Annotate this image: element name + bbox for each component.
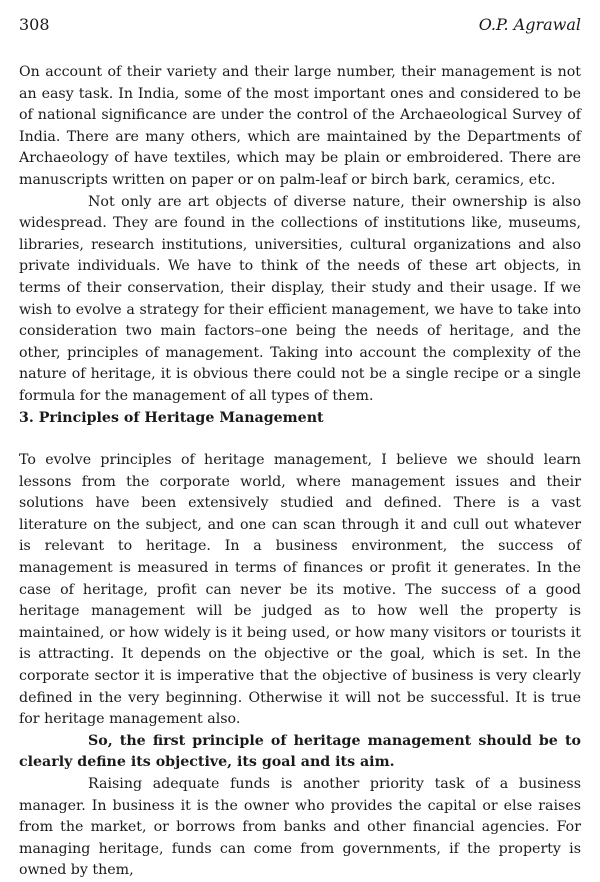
page-header bbox=[19, 14, 581, 36]
spacer bbox=[19, 429, 581, 450]
section-heading: 3. Principles of Heritage Management bbox=[19, 409, 324, 426]
paragraph: On account of their variety and their large number, their management is not an easy task. In India, some of the most important ones and considered to be of national significance are under the control of the Archaeological Survey of India. There are many others, which are maintained by the Departments of Archaeology of have textiles, which may be plain or embroidered. There are manuscripts written on paper or on palm-leaf or birch bark, ceramics, etc. bbox=[19, 64, 581, 188]
emphasized-paragraph: So, the first principle of heritage management should be to clearly define its objective, its goal and its aim. bbox=[19, 732, 581, 771]
paragraph: Raising adequate funds is another priority task of a business manager. In business it is the owner who provides the capital or else raises from the market, or borrows from banks and other financial agencies. For managing heritage, funds can come from governments, if the property is owned by them, bbox=[19, 776, 581, 879]
body-text bbox=[19, 62, 581, 882]
paragraph: To evolve principles of heritage management, I believe we should learn lessons from the corporate world, where management issues and their solutions have been extensively studied and defined. There is a vast literature on the subject, and one can scan through it and cull out whatever is relevant to heritage. In a business environment, the success of management is measured in terms of finances or profit it generates. In the case of heritage, profit can never be its motive. The success of a good heritage management will be judged as to how well the property is maintained, or how widely is it being used, or how many visitors or tourists it is attracting. It depends on the objective or the goal, which is set. In the corporate sector it is imperative that the objective of business is very clearly defined in the very beginning. Otherwise it will not be successful. It is true for heritage management also. bbox=[19, 452, 581, 728]
paragraph: Not only are art objects of diverse nature, their ownership is also widespread. They are found in the collections of institutions like, museums, libraries, research institutions, universities, cultural organizations and also private individuals. We have to think of the needs of these art objects, in terms of their conservation, their display, their study and their usage. If we wish to evolve a strategy for their efficient management, we have to take into consideration two main factors–one being the needs of heritage, and the other, principles of management. Taking into account the complexity of the nature of heritage, it is obvious there could not be a single recipe or a single formula for the management of all types of them. bbox=[19, 193, 581, 404]
running-head-author: O.P. Agrawal bbox=[478, 15, 581, 34]
page-number: 308 bbox=[19, 15, 50, 34]
